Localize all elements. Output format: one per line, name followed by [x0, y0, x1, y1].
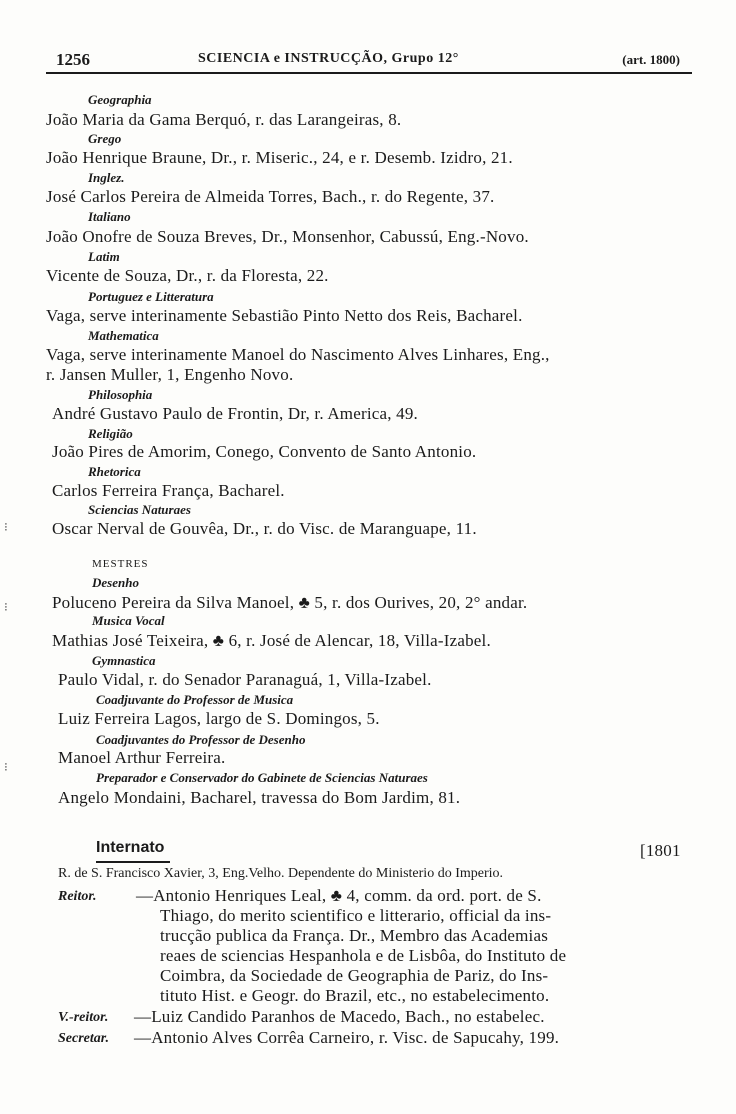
- subject-heading: Mathematica: [88, 328, 159, 343]
- entry-line: João Pires de Amorim, Conego, Convento de Santo Antonio.: [52, 442, 477, 461]
- entry-line: Mathias José Teixeira, ♣ 6, r. José de Alencar, 18, Villa-Izabel.: [52, 631, 491, 650]
- subject-heading: Latim: [88, 249, 120, 264]
- section-heading-mestres: MESTRES: [92, 558, 149, 570]
- subject-heading: Desenho: [92, 575, 139, 590]
- subject-heading: Portuguez e Litteratura: [88, 289, 214, 304]
- subject-heading: Rhetorica: [88, 464, 141, 479]
- role-label-secretary: Secretar.: [58, 1031, 109, 1046]
- secretary-text: —Antonio Alves Corrêa Carneiro, r. Visc. de Sapucahy, 199.: [134, 1028, 560, 1047]
- article-number: [1801: [640, 841, 681, 860]
- reitor-text-line: reaes de sciencias Hespanhola e de Lisbôa, do Instituto de: [160, 946, 567, 965]
- entry-line: Angelo Mondaini, Bacharel, travessa do Bom Jardim, 81.: [58, 788, 461, 807]
- subject-heading: Religião: [88, 426, 133, 441]
- entry-line: André Gustavo Paulo de Frontin, Dr, r. America, 49.: [52, 404, 418, 423]
- reitor-text-line: —Antonio Henriques Leal, ♣ 4, comm. da ord. port. de S.: [136, 886, 542, 905]
- entry-line: José Carlos Pereira de Almeida Torres, Bach., r. do Regente, 37.: [46, 187, 495, 206]
- entry-line: r. Jansen Muller, 1, Engenho Novo.: [46, 365, 294, 384]
- entry-line: Oscar Nerval de Gouvêa, Dr., r. do Visc. de Maranguape, 11.: [52, 519, 477, 538]
- subject-heading: Gymnastica: [92, 653, 156, 668]
- entry-line: João Henrique Braune, Dr., r. Miseric., 24, e r. Desemb. Izidro, 21.: [46, 148, 513, 167]
- entry-line: Poluceno Pereira da Silva Manoel, ♣ 5, r. dos Ourives, 20, 2° andar.: [52, 593, 528, 612]
- section-title-internato: Internato: [96, 839, 165, 856]
- entry-line: Vaga, serve interinamente Manoel do Nascimento Alves Linhares, Eng.,: [46, 345, 550, 364]
- reitor-text-line: Coimbra, da Sociedade de Geographia de Pariz, do Ins-: [160, 966, 549, 985]
- subject-heading: Grego: [88, 131, 122, 146]
- entry-line: Vicente de Souza, Dr., r. da Floresta, 22.: [46, 266, 329, 285]
- role-label-vice-reitor: V.-reitor.: [58, 1010, 109, 1025]
- margin-mark: ⁝: [4, 760, 8, 774]
- margin-mark: ⁝: [4, 520, 8, 534]
- subject-heading: Philosophia: [88, 387, 153, 402]
- institution-address: R. de S. Francisco Xavier, 3, Eng.Velho. Dependente do Ministerio do Imperio.: [58, 866, 504, 881]
- page-number: 1256: [56, 50, 90, 69]
- reitor-text-line: Thiago, do merito scientifico e litterario, official da ins-: [160, 906, 552, 925]
- subject-heading: Inglez.: [88, 170, 125, 185]
- title-underline: [96, 861, 170, 863]
- subject-heading: Musica Vocal: [92, 613, 165, 628]
- subject-heading: Coadjuvantes do Professor de Desenho: [96, 732, 306, 747]
- entry-line: Luiz Ferreira Lagos, largo de S. Domingos, 5.: [58, 709, 380, 728]
- entry-line: Paulo Vidal, r. do Senador Paranaguá, 1, Villa-Izabel.: [58, 670, 432, 689]
- reitor-text-line: tituto Hist. e Geogr. do Brazil, etc., no estabelecimento.: [160, 986, 550, 1005]
- entry-line: Manoel Arthur Ferreira.: [58, 748, 226, 767]
- subject-heading: Preparador e Conservador do Gabinete de Sciencias Naturaes: [96, 770, 428, 785]
- subject-heading: Geographia: [88, 92, 152, 107]
- reitor-text-line: trucção publica da França. Dr., Membro das Academias: [160, 926, 549, 945]
- vice-reitor-text: —Luiz Candido Paranhos de Macedo, Bach., no estabelec.: [134, 1007, 545, 1026]
- role-label-reitor: Reitor.: [58, 889, 97, 904]
- article-reference: (art. 1800): [622, 52, 680, 67]
- entry-line: Vaga, serve interinamente Sebastião Pinto Netto dos Reis, Bacharel.: [46, 306, 523, 325]
- subject-heading: Sciencias Naturaes: [88, 502, 191, 517]
- entry-line: João Onofre de Souza Breves, Dr., Monsenhor, Cabussú, Eng.-Novo.: [46, 227, 529, 246]
- margin-mark: ⁝: [4, 600, 8, 614]
- entry-line: João Maria da Gama Berquó, r. das Larangeiras, 8.: [46, 110, 402, 129]
- subject-heading: Italiano: [88, 209, 131, 224]
- subject-heading: Coadjuvante do Professor de Musica: [96, 692, 294, 707]
- entry-line: Carlos Ferreira França, Bacharel.: [52, 481, 285, 500]
- page-header: [46, 50, 692, 74]
- running-title: SCIENCIA e INSTRUCÇÃO, Grupo 12°: [198, 51, 459, 66]
